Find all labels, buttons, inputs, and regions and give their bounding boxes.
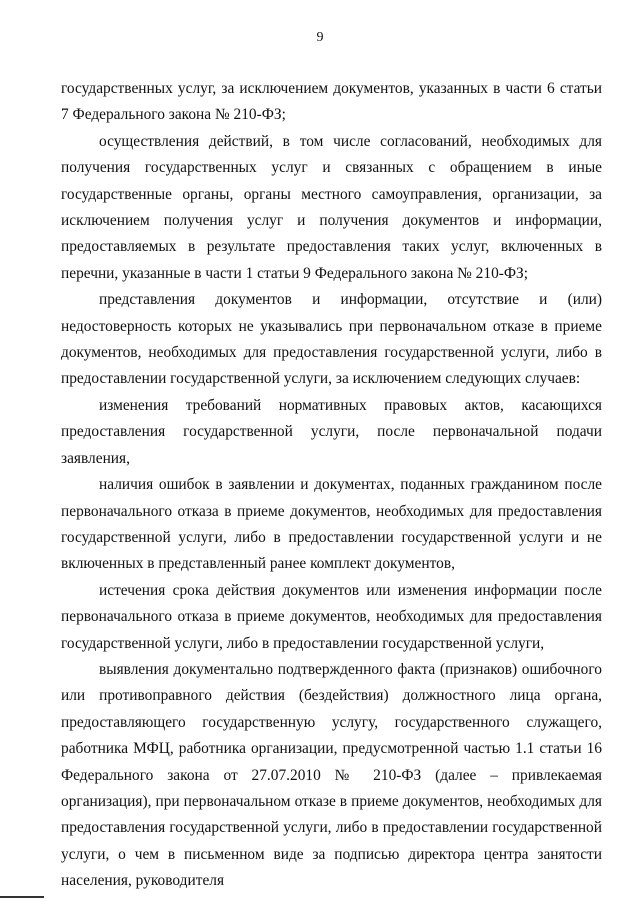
paragraph-actions: осуществления действий, в том числе согласований, необходимых для получения государственных услуг и связанных с обращением в иные государственные органы, органы местного самоуправления, организации, за исключением получения услуг и получения документов и информации, предоставляемых в результате предоставления таких услуг, включенных в перечни, указанные в части 1 статьи 9 Федерального закона № 210-ФЗ; [61,132,602,282]
paragraph-erroneous-action: выявления документально подтвержденного факта (признаков) ошибочного или противоправного действия (бездействия) должностного лица органа, предоставляющего государственную услугу, государственного служащего, работника МФЦ, работника организации, предусмотренной частью 1.1 статьи 16 Федерального закона от 27.07.2010 № 210-ФЗ (далее – привлекаемая организация), при первоначальном отказе в приеме документов, необходимых для предоставления государственной услуги, либо в предоставлении государственной услуги, о чем в письменном виде за подписью директора центра занятости населения, руководителя [61,660,602,890]
document-body [61,76,602,895]
paragraph-documents: представления документов и информации, отсутствие и (или) недостоверность которых не указывались при первоначальном отказе в приеме документов, необходимых для предоставления государственной услуги, либо в предоставлении государственной услуги, за исключением следующих случаев: [61,291,602,388]
footer-rule [0,896,44,898]
paragraph-expiry: истечения срока действия документов или изменения информации после первоначального отказа в приеме документов, необходимых для предоставления государственной услуги, либо в предоставлении государственной услуги, [61,581,602,652]
paragraph-errors: наличия ошибок в заявлении и документах, поданных гражданином после первоначального отказа в приеме документов, необходимых для предоставления государственной услуги, либо в предоставлении государственной услуги и не включенных в представленный ранее комплект документов, [61,476,602,573]
paragraph-requirements-change: изменения требований нормативных правовых актов, касающихся предоставления государственной услуги, после первоначальной подачи заявления, [61,396,602,467]
paragraph-continuation: государственных услуг, за исключением документов, указанных в части 6 статьи 7 Федерального закона № 210-ФЗ; [61,80,602,124]
page-number: 9 [316,30,324,45]
